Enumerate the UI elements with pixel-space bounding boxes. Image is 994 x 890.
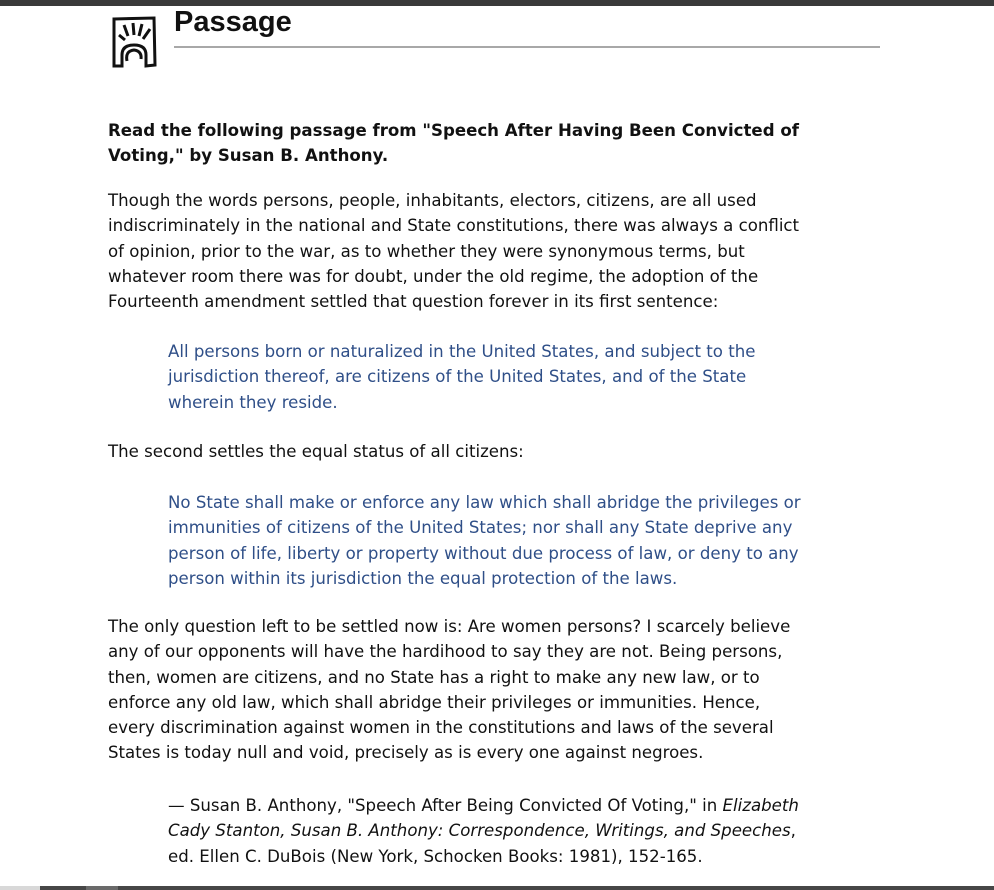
text-line: enforce any old law, which shall abridge their privileges or immunities. Hence,	[108, 692, 761, 712]
text-line: every discrimination against women in the constitutions and laws of the several	[108, 718, 774, 738]
text-line: then, women are citizens, and no State has a right to make any new law, or to	[108, 667, 760, 687]
passage-icon	[110, 15, 158, 69]
citation-line	[168, 793, 799, 818]
page-title: Passage	[174, 6, 292, 38]
block-quote-1	[168, 339, 755, 415]
text-line: whatever room there was for doubt, under the old regime, the adoption of the	[108, 266, 759, 286]
top-bar	[0, 0, 994, 6]
paragraph-2	[108, 439, 524, 464]
citation-book-title: Cady Stanton, Susan B. Anthony: Correspondence, Writings, and Speeches	[168, 821, 791, 841]
text-line: The only question left to be settled now is: Are women persons? I scarcely believe	[108, 617, 791, 636]
text-line: of opinion, prior to the war, as to whether they were synonymous terms, but	[108, 241, 745, 261]
text-line: jurisdiction thereof, are citizens of the United States, and of the State	[168, 367, 747, 387]
citation-line: ed. Ellen C. DuBois (New York, Schocken Books: 1981), 152-165.	[168, 846, 703, 866]
text-line: any of our opponents will have the hardihood to say they are not. Being persons,	[108, 642, 783, 662]
text-line: Voting," by Susan B. Anthony.	[108, 146, 389, 166]
citation-book-title: Elizabeth	[722, 796, 799, 815]
title-divider	[174, 46, 880, 48]
text-line: States is today null and void, precisely as is every one against negroes.	[108, 743, 704, 763]
text-line: person of life, liberty or property without due process of law, or deny to any	[168, 543, 799, 563]
text-line: Read the following passage from "Speech After Having Been Convicted of	[108, 121, 799, 140]
block-quote-2	[168, 490, 801, 591]
text-line: No State shall make or enforce any law which shall abridge the privileges or	[168, 493, 801, 512]
citation	[168, 793, 799, 869]
text-line: Though the words persons, people, inhabitants, electors, citizens, are all used	[108, 191, 757, 210]
text-line: Fourteenth amendment settled that question forever in its first sentence:	[108, 292, 719, 312]
citation-text: ,	[790, 821, 796, 841]
passage-intro	[108, 118, 799, 169]
text-line: person within its jurisdiction the equal protection of the laws.	[168, 568, 678, 588]
bottom-scrollbar[interactable]	[0, 886, 994, 890]
text-line: The second settles the equal status of all citizens:	[108, 442, 524, 461]
citation-line	[168, 818, 799, 843]
citation-text: — Susan B. Anthony, "Speech After Being Convicted Of Voting," in	[168, 796, 723, 815]
text-line: All persons born or naturalized in the United States, and subject to the	[168, 342, 756, 361]
paragraph-3	[108, 614, 790, 766]
paragraph-1	[108, 188, 799, 314]
scrollbar-segment	[0, 886, 40, 890]
text-line: wherein they reside.	[168, 392, 338, 412]
text-line: indiscriminately in the national and State constitutions, there was always a conflict	[108, 216, 800, 236]
text-line: immunities of citizens of the United States; nor shall any State deprive any	[168, 518, 793, 538]
scrollbar-thumb[interactable]	[86, 886, 118, 890]
